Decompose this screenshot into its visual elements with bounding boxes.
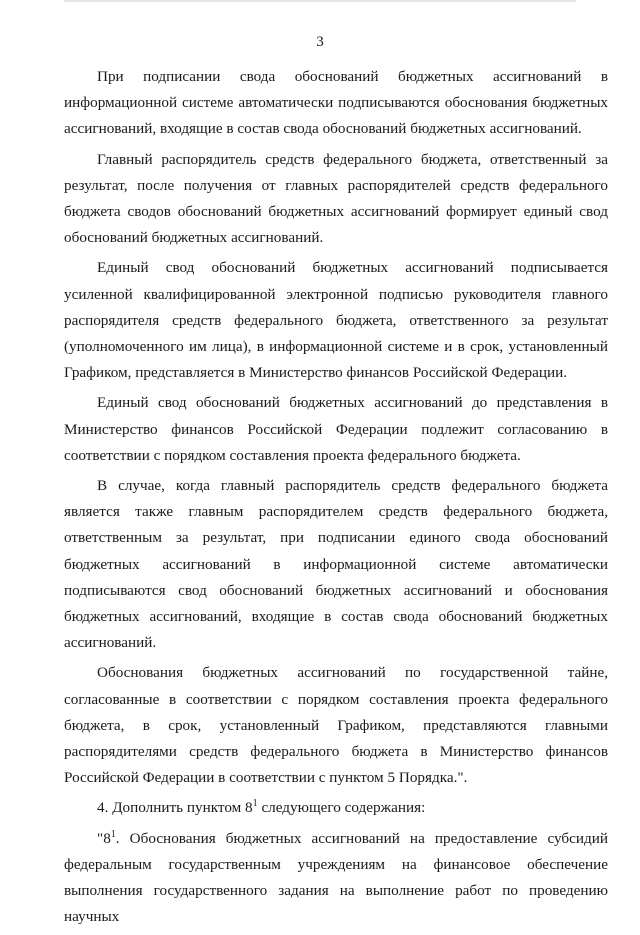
- point-8-1-start: "8: [97, 829, 111, 847]
- paragraph-main-distributor: Главный распорядитель средств федерального бюджета, ответственный за результат, после получения от главных распорядителей средств федерального бюджета сводов обоснований бюджетных ассигнований формирует единый свод обоснований бюджетных ассигнований.: [64, 150, 608, 247]
- paragraph-amendment-4: [64, 795, 608, 821]
- paragraph-signing-summary: При подписании свода обоснований бюджетных ассигнований в информационной системе автоматически подписываются обоснования бюджетных ассигнований, входящие в состав свода обоснований бюджетных ассигнований.: [64, 68, 608, 138]
- paragraph-point-8-1: [64, 826, 608, 931]
- scan-edge: [0, 0, 640, 2]
- point-8-1-superscript: 1: [110, 828, 116, 840]
- amendment-4-text-end: следующего содержания:: [257, 799, 426, 817]
- amendment-4-text: 4. Дополнить пунктом 8: [97, 799, 253, 817]
- page-number: 3: [316, 34, 324, 50]
- document-body: [64, 64, 608, 935]
- paragraph-case-same-distributor: В случае, когда главный распорядитель средств федерального бюджета является также главным распорядителем средств федерального бюджета, ответственным за результат, при подписании единого свода обоснований бюджетных ассигнований в информационной системе автоматически подписываются свод обоснований бюджетных ассигнований и обоснования бюджетных ассигнований, входящие в состав свода обоснований бюджетных ассигнований.: [64, 477, 608, 652]
- amendment-4-superscript: 1: [252, 798, 258, 810]
- point-8-1-text: . Обоснования бюджетных ассигнований на предоставление субсидий федеральным государственным учреждениям на финансовое обеспечение выполнения государственного задания на выполнение работ по проведению научных: [64, 829, 608, 926]
- paragraph-approval: Единый свод обоснований бюджетных ассигнований до представления в Министерство финансов Российской Федерации подлежит согласованию в соответствии с порядком составления проекта федерального бюджета.: [64, 394, 608, 464]
- paragraph-unified-summary-signing: Единый свод обоснований бюджетных ассигнований подписывается усиленной квалифицированной электронной подписью руководителя главного распорядителя средств федерального бюджета, ответственного за результат (уполномоченного им лица), в информационной системе и в срок, установленный Графиком, представляется в Министерство финансов Российской Федерации.: [64, 259, 608, 382]
- paragraph-state-secret: Обоснования бюджетных ассигнований по государственной тайне, согласованные в соответствии с порядком составления проекта федерального бюджета, в срок, установленный Графиком, представляются главными распорядителями средств федерального бюджета в Министерство финансов Российской Федерации в соответствии с пунктом 5 Порядка.".: [64, 664, 608, 787]
